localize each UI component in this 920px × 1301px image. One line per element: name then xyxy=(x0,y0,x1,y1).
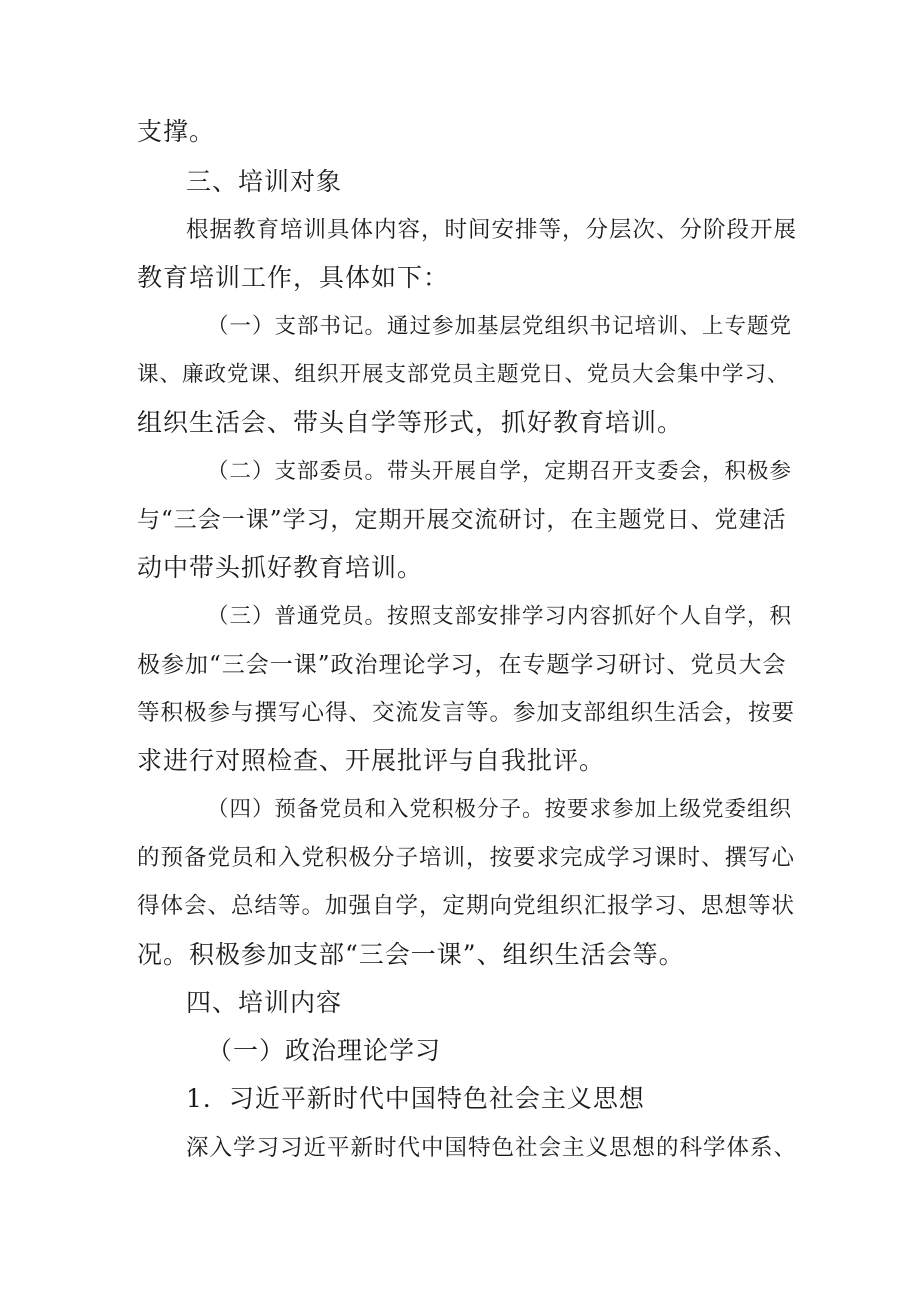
section-heading: 四、培训内容 xyxy=(186,988,343,1017)
text-line: 得体会、总结等。加强自学，定期向党组织汇报学习、思想等状 xyxy=(137,893,796,919)
text-line: 动中带头抓好教育培训。 xyxy=(137,553,424,582)
text-line: 等积极参与撰写心得、交流发言等。参加支部组织生活会，按要 xyxy=(137,700,796,726)
text-line: （四）预备党员和入党积极分子。按要求参加上级党委组织 xyxy=(207,797,793,822)
item-heading: 1．习近平新时代中国特色社会主义思想 xyxy=(186,1084,645,1113)
text-line: 根据教育培训具体内容，时间安排等，分层次、分阶段开展 xyxy=(186,217,798,243)
text-line: 极参加“三会一课”政治理论学习，在专题学习研讨、党员大会 xyxy=(137,652,787,678)
text-line: 组织生活会、带头自学等形式，抓好教育培训。 xyxy=(137,408,684,437)
section-heading: 三、培训对象 xyxy=(186,167,343,196)
text-line: 教育培训工作，具体如下： xyxy=(137,263,450,292)
text-line: 课、廉政党课、组织开展支部党员主题党日、党员大会集中学习、 xyxy=(137,362,790,387)
text-line: 的预备党员和入党积极分子培训，按要求完成学习课时、撰写心 xyxy=(137,845,796,871)
text-line: （三）普通党员。按照支部安排学习内容抓好个人自学，积 xyxy=(207,604,793,629)
text-line: （一）支部书记。通过参加基层党组织书记培训、上专题党 xyxy=(207,314,793,339)
text-line: 况。积极参加支部“三会一课”、组织生活会等。 xyxy=(137,940,685,969)
text-line: 深入学习习近平新时代中国特色社会主义思想的科学体系、 xyxy=(186,1135,798,1161)
text-line: （二）支部委员。带头开展自学，定期召开支委会，积极参 xyxy=(207,459,793,484)
text-line: 求进行对照检查、开展批评与自我批评。 xyxy=(137,746,606,775)
subsection-heading: （一）政治理论学习 xyxy=(207,1036,442,1065)
text-line: 支撑。 xyxy=(137,117,216,146)
text-line: 与“三会一课”学习，定期开展交流研讨，在主题党日、党建活 xyxy=(137,507,787,533)
